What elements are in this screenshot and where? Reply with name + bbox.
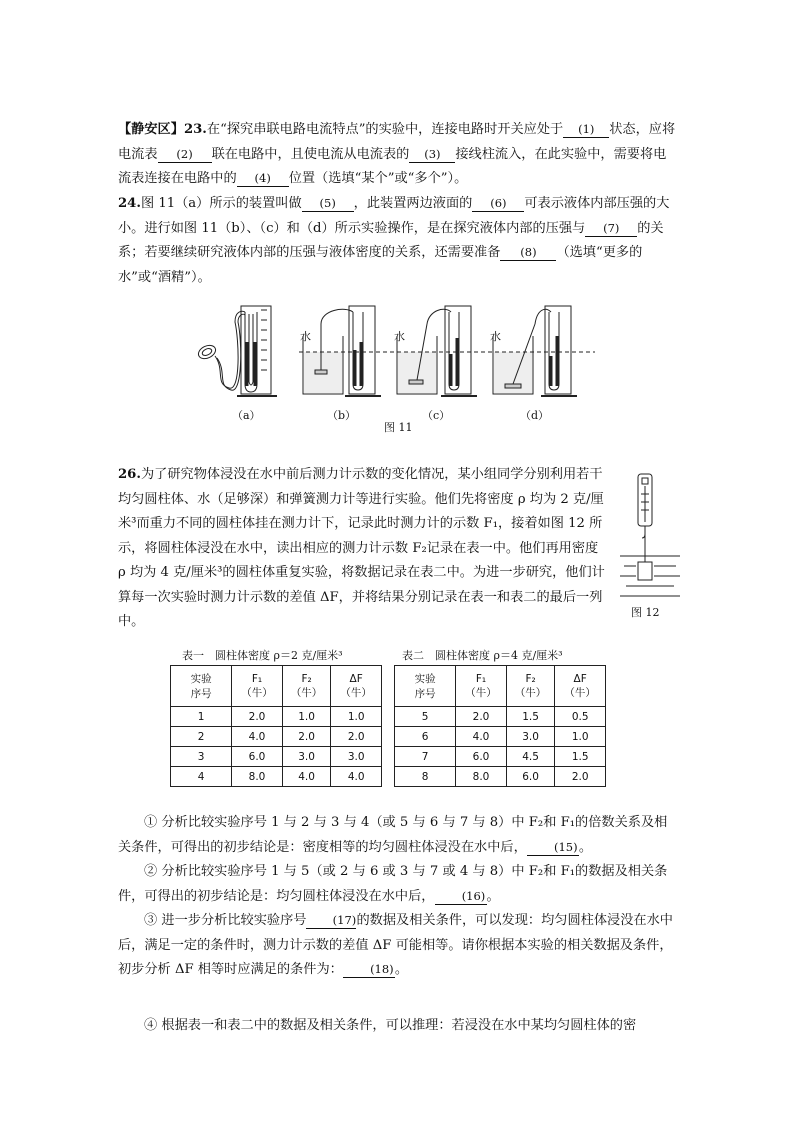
fig11-label-d: （d） [520,409,550,422]
header-line: （牛） [241,686,273,699]
table-cell: 6.0 [232,747,283,767]
table-header-cell [395,666,456,707]
table-1 [170,665,382,787]
header-line: 序号 [414,688,436,700]
blank-16[interactable]: (16) [435,889,487,905]
header-line: F₂ [525,672,536,685]
table-row [171,707,382,727]
header-line: （牛） [514,686,547,699]
header-line: （牛） [290,686,323,699]
table-cell: 4.0 [282,767,331,787]
water-label-c: 水 [394,330,405,343]
table-header-cell [331,666,382,707]
table-cell: 2.0 [331,727,382,747]
header-line: （牛） [465,686,497,699]
table-cell: 1.0 [555,727,606,747]
table-header-cell [232,666,283,707]
table-header-cell [282,666,331,707]
table-cell: 1 [171,707,232,727]
table-cell: 1.5 [555,747,606,767]
question-number: 23 [183,122,203,137]
header-line: （牛） [564,686,596,699]
header-line: ΔF [349,672,363,685]
table-cell: 6.0 [456,747,507,767]
table-cell: 2.0 [456,707,507,727]
sub-question-4: ④ 根据表一和表二中的数据及相关条件，可以推理：若浸没在水中某均匀圆柱体的密 [144,1018,637,1033]
table-2-caption: 表二 圆柱体密度 ρ＝4 克/厘米³ [402,649,563,662]
sub-question-1: ① 分析比较实验序号 1 与 2 与 3 与 4（或 5 与 6 与 7 与 8）中 F₂和 F₁的倍数关系及相关条件，可得出的初步结论是：密度相等的均匀圆柱体浸没在水中后， (15)。 [118,815,668,855]
question-number: 24 [118,196,137,211]
water-label-b: 水 [300,330,311,343]
figure-11 [195,300,595,408]
table-header-cell [555,666,606,707]
table-header-cell [456,666,507,707]
blank-1[interactable]: (1) [563,122,609,138]
blank-18[interactable]: (18) [343,962,395,978]
blank-2[interactable]: (2) [158,147,212,163]
u-tube-manometer-a [196,306,277,396]
header-line: 序号 [190,688,212,700]
header-line: F₁ [251,672,263,685]
table-cell: 1.5 [506,707,555,727]
table-cell: 4.0 [456,727,507,747]
table-row [171,727,382,747]
table-row [395,767,606,787]
table-cell: 6.0 [506,767,555,787]
figure-12-caption: 图 12 [631,606,660,619]
fig11-label-b: （b） [327,409,357,422]
table-cell: 3.0 [506,727,555,747]
region-tag: 【静安区】 [118,122,184,137]
table-cell: 8.0 [456,767,507,787]
table-header-cell [171,666,232,707]
table-row [395,747,606,767]
table-cell: 1.0 [331,707,382,727]
water-label-d: 水 [490,330,501,343]
beaker-d [493,306,577,396]
figure-11-caption: 图 11 [384,421,413,434]
figure-12 [620,470,680,602]
table-header-cell [506,666,555,707]
blank-15[interactable]: (15) [527,840,579,856]
table-cell: 0.5 [555,707,606,727]
question-26: 26.为了研究物体浸没在水中前后测力计示数的变化情况，某小组同学分别利用若干均匀圆柱体、水（足够深）和弹簧测力计等进行实验。他们先将密度 ρ 均为 2 克/厘米³而重力不同的圆柱体挂在测力计下，记录此时测力计的示数 F₁，接着如图 12 所示，将圆柱体浸没在水中，读出相应的测力计示数 F₂记录在表一中。他们再用密度 ρ 均为 4 克/厘米³的圆柱体重复实验，将数据记录在表二中。为进一步研究，他们计算每一次实验时测力计示数的差值 ΔF，并将结果分别记录在表一和表二的最后一列中。 [118,467,605,629]
header-line: 实验 [190,673,212,685]
question-23: 【静安区】23.在“探究串联电路电流特点”的实验中，连接电路时开关应处于 (1) 状态，应将电流表 (2) 联在电路中，且使电流从电流表的 (3) 接线柱流入，在此实验中，需要将电流表连接在电路中的 (4) 位置（选填“某个”或“多个”）。 [118,122,676,186]
blank-17[interactable]: (17) [306,913,356,929]
table-cell: 8.0 [232,767,283,787]
table-cell: 4.5 [506,747,555,767]
beaker-c [397,306,477,396]
header-line: F₁ [475,672,487,685]
table-row [395,707,606,727]
header-line: 实验 [414,673,436,685]
table-cell: 3.0 [331,747,382,767]
table-1-caption: 表一 圆柱体密度 ρ＝2 克/厘米³ [182,649,343,662]
table-cell: 4 [171,767,232,787]
table-cell: 7 [395,747,456,767]
header-line: F₂ [301,672,312,685]
blank-5[interactable]: (5) [302,196,354,212]
table-cell: 2.0 [232,707,283,727]
sub-question-2: ② 分析比较实验序号 1 与 5（或 2 与 6 或 3 与 7 或 4 与 8）中 F₂和 F₁的数据及相关条件，可得出的初步结论是：均匀圆柱体浸没在水中后， (16)。 [118,864,668,904]
table-2 [394,665,606,787]
header-line: ΔF [573,672,587,685]
table-cell: 2.0 [555,767,606,787]
table-cell: 2 [171,727,232,747]
table-cell: 4.0 [331,767,382,787]
fig11-label-a: （a） [232,409,261,422]
header-line: （牛） [340,686,372,699]
table-header-row [171,666,382,707]
blank-4[interactable]: (4) [237,171,289,187]
table-cell: 1.0 [282,707,331,727]
blank-8[interactable]: (8) [500,245,556,261]
table-cell: 6 [395,727,456,747]
table-cell: 8 [395,767,456,787]
table-cell: 2.0 [282,727,331,747]
blank-3[interactable]: (3) [409,147,455,163]
question-number: 26 [118,467,137,482]
table-header-row [395,666,606,707]
table-row [171,767,382,787]
question-24: 24.图 11（a）所示的装置叫做 (5) ，此装置两边液面的 (6) 可表示液体内部压强的大小。进行如图 11（b）、（c）和（d）所示实验操作，是在探究液体内部的压强与 (7) 的关系；若要继续研究液体内部的压强与液体密度的关系，还需要准备 (8) （选填“更多的水”或“酒精”）。 [118,196,670,285]
fig11-label-c: （c） [422,409,451,422]
sub-question-3: ③ 进一步分析比较实验序号 (17)的数据及相关条件，可以发现：均匀圆柱体浸没在水中后，满足一定的条件时，测力计示数的差值 ΔF 可能相等。请你根据本实验的相关数据及条件，初步分析 ΔF 相等时应满足的条件为： (18)。 [118,913,673,977]
table-cell: 3.0 [282,747,331,767]
beaker-b [303,306,381,396]
table-cell: 4.0 [232,727,283,747]
blank-6[interactable]: (6) [472,196,524,212]
blank-7[interactable]: (7) [585,221,637,237]
table-cell: 5 [395,707,456,727]
table-cell: 3 [171,747,232,767]
table-row [171,747,382,767]
table-row [395,727,606,747]
